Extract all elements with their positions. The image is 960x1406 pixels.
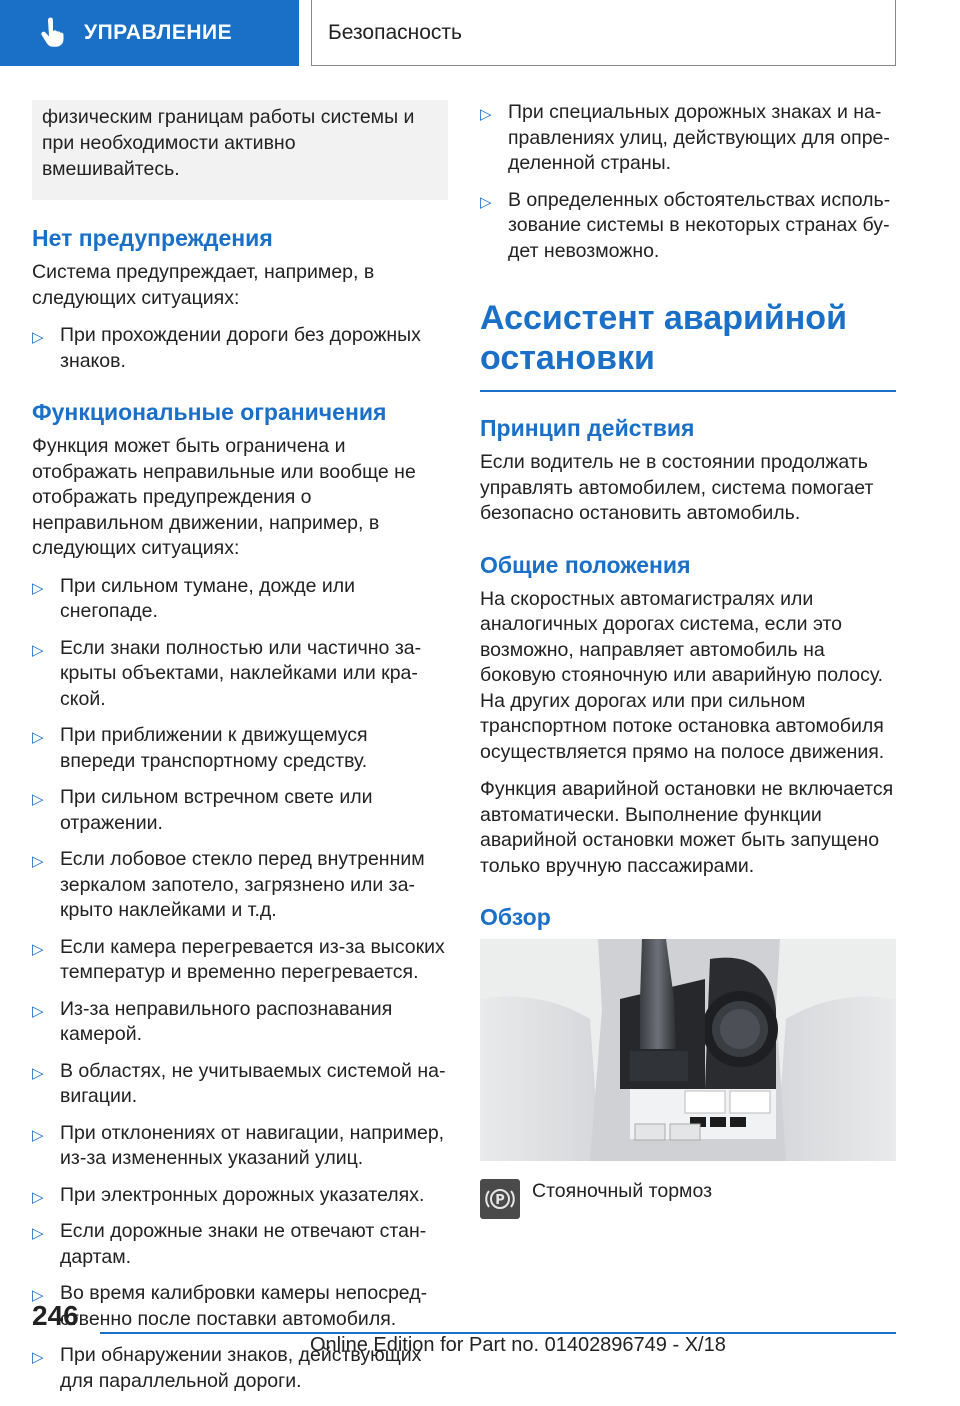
list-item: ▷ Если дорожные знаки не отвечают стандартам. bbox=[32, 1220, 427, 1268]
legend-row bbox=[480, 1179, 896, 1219]
section-title-general: Общие положения bbox=[480, 551, 691, 578]
triangle-bullet-icon: ▷ bbox=[32, 1064, 44, 1082]
list-item: ▷ При обнаружении знаков, действующих для параллельной дороги. bbox=[32, 1344, 422, 1392]
chapter-title-rule bbox=[480, 390, 896, 392]
list-item: ▷ Если лобовое стекло перед внутренним зеркалом запотело, загрязнено или закрыто наклейками и т.д. bbox=[32, 848, 425, 921]
list-item: ▷ При специальных дорожных знаках и направлениях улиц, действующих для определенной страны. bbox=[480, 101, 890, 174]
section-text-principle: Если водитель не в состоянии продолжать управлять автомобилем, система помогает безопасно остановить автомобиль. bbox=[480, 451, 874, 524]
triangle-bullet-icon: ▷ bbox=[32, 579, 44, 597]
left-column bbox=[32, 100, 448, 1406]
limitations-list bbox=[32, 574, 448, 1395]
chapter-tab-label: УПРАВЛЕНИЕ bbox=[84, 21, 233, 44]
triangle-bullet-icon: ▷ bbox=[32, 1225, 44, 1242]
list-item: ▷ При прохождении дороги без дорожных знаков. bbox=[32, 324, 421, 372]
section-tab[interactable] bbox=[311, 0, 896, 66]
edition-text: Online Edition for Part no. 01402896749 - X/18 bbox=[310, 1334, 726, 1356]
triangle-bullet-icon: ▷ bbox=[32, 853, 44, 870]
section-title-no-warning: Нет предупреждения bbox=[32, 225, 273, 251]
triangle-bullet-icon: ▷ bbox=[32, 729, 44, 746]
section-tab-label: Безопасность bbox=[328, 20, 462, 44]
triangle-bullet-icon: ▷ bbox=[32, 1126, 44, 1144]
triangle-bullet-icon: ▷ bbox=[32, 1188, 44, 1206]
triangle-bullet-icon: ▷ bbox=[32, 329, 44, 346]
legend-label: Стояночный тормоз bbox=[532, 1180, 713, 1202]
triangle-bullet-icon: ▷ bbox=[32, 1287, 44, 1304]
triangle-bullet-icon: ▷ bbox=[32, 641, 44, 659]
list-item: ▷ При приближении к движущемуся впереди транспортному средству. bbox=[32, 724, 368, 772]
triangle-bullet-icon: ▷ bbox=[32, 940, 44, 958]
triangle-bullet-icon: ▷ bbox=[32, 1349, 44, 1366]
no-warning-list bbox=[32, 323, 448, 374]
svg-text:P: P bbox=[495, 1193, 505, 1208]
section-text-no-warning: Система предупреждает, например, в следующих ситуациях: bbox=[32, 261, 375, 309]
section-title-principle: Принцип действия bbox=[480, 415, 695, 441]
parking-brake-icon bbox=[480, 1179, 520, 1219]
list-item: ▷ В определенных обстоятельствах использование системы в некоторых странах будет невозможно. bbox=[480, 188, 891, 262]
list-item: ▷ Если знаки полностью или частично закрыты объектами, наклейками или краской. bbox=[32, 636, 422, 710]
section-text-general-2: Функция аварийной остановки не включается автоматически. Выполнение функции аварийной остановки может быть запущено только вручную пассажирами. bbox=[480, 778, 894, 877]
section-title-overview: Обзор bbox=[480, 904, 551, 930]
chapter-title: Ассистент аварийной остановки bbox=[480, 299, 847, 377]
chapter-tab[interactable] bbox=[0, 0, 299, 66]
note-box bbox=[32, 100, 448, 200]
list-item: ▷ В областях, не учитываемых системой навигации. bbox=[32, 1059, 446, 1107]
hand-pointer-icon bbox=[40, 18, 66, 48]
list-item: ▷ Во время калибровки камеры непосредственно после поставки автомобиля. bbox=[32, 1282, 428, 1330]
list-item: ▷ При сильном встречном свете или отражении. bbox=[32, 786, 373, 834]
right-column bbox=[480, 100, 896, 1219]
list-item: ▷ При электронных дорожных указателях. bbox=[32, 1183, 448, 1209]
section-text-general-1: На скоростных автомагистралях или аналогичных дорогах система, если это возможно, направляет автомобиль на боковую стояночную или аварийную полосу. На других дорогах или при сильном транспортном потоке остановка автомобиля осуществляется прямо на полосе движения. bbox=[480, 587, 885, 763]
center-console-photo bbox=[480, 939, 896, 1161]
triangle-bullet-icon: ▷ bbox=[32, 791, 44, 808]
page-number: 246 bbox=[32, 1300, 79, 1331]
section-text-limitations: Функция может быть ограничена и отображать неправильные или вообще не отображать предупреждения о неправильном движении, например, в следующих ситуациях: bbox=[32, 435, 416, 559]
continued-list bbox=[480, 100, 896, 264]
list-item: ▷ При сильном тумане, дожде или снегопаде. bbox=[32, 574, 356, 622]
triangle-bullet-icon: ▷ bbox=[480, 193, 492, 211]
list-item: ▷ Если камера перегревается из-за высоких температур и временно перегревается. bbox=[32, 935, 445, 983]
list-item: ▷ Из-за неправильного распознавания камерой. bbox=[32, 997, 393, 1045]
triangle-bullet-icon: ▷ bbox=[480, 106, 492, 123]
page-header bbox=[0, 0, 960, 66]
section-title-limitations: Функциональные ограничения bbox=[32, 399, 387, 425]
note-text: физическим границам работы системы и при необходимости активно вмешивайтесь. bbox=[42, 106, 415, 180]
list-item: ▷ При отклонениях от навигации, например, из-за измененных указаний улиц. bbox=[32, 1121, 445, 1169]
triangle-bullet-icon: ▷ bbox=[32, 1002, 44, 1020]
